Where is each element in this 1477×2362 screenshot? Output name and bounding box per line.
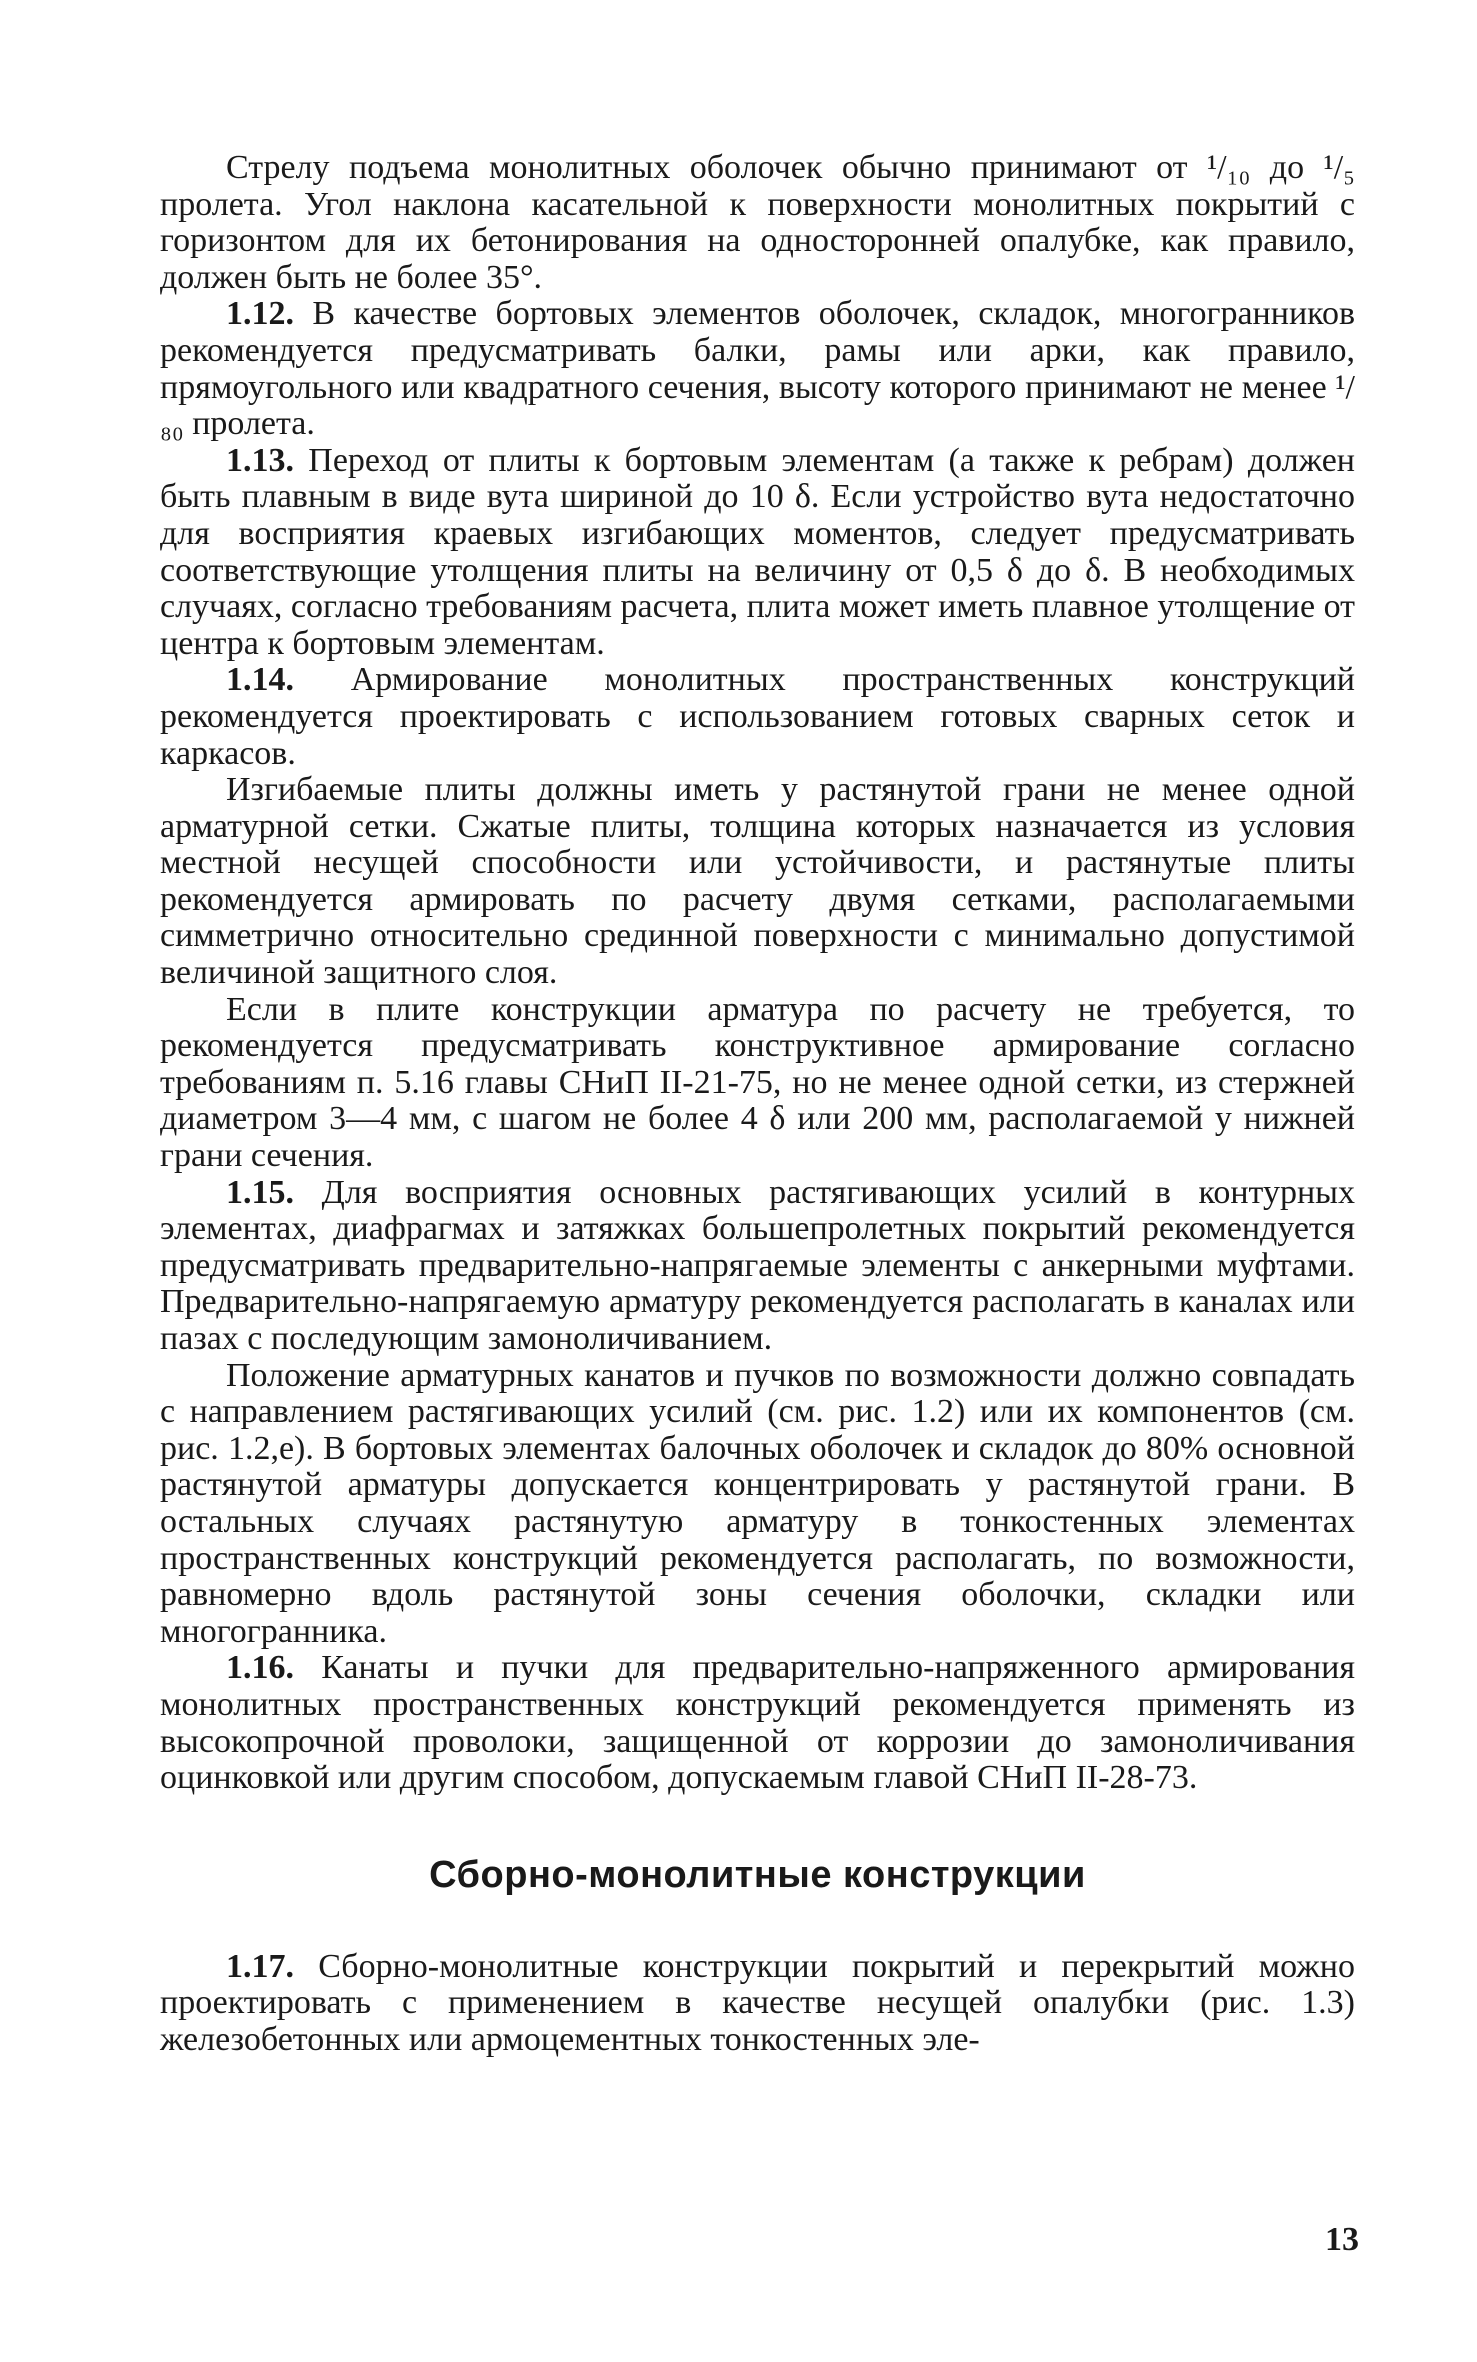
- paragraph: [160, 772, 1355, 992]
- paragraph: [160, 1949, 1355, 2059]
- paragraph: [160, 1358, 1355, 1651]
- clause-number: 1.13.: [226, 441, 294, 479]
- page-number: 13: [1325, 2221, 1359, 2258]
- paragraph: [160, 992, 1355, 1175]
- paragraph-text: Изгибаемые плиты должны иметь у растянутой грани не менее одной арматурной сетки. Сжатые плиты, толщина которых назначается из условия местной несущей способности или устойчивости, и растянутые плиты рекомендуется армировать по расчету двумя сетками, располагаемыми симметрично относительно срединной поверхности с минимально допустимой величиной защитного слоя.: [160, 771, 1355, 992]
- paragraph: [160, 1650, 1355, 1796]
- clause-number: 1.16.: [226, 1649, 294, 1687]
- section-heading: Сборно-монолитные конструкции: [429, 1853, 1086, 1896]
- clause-number: 1.12.: [226, 295, 294, 333]
- paragraph: [160, 443, 1355, 663]
- paragraph-text: Стрелу подъема монолитных оболочек обычно принимают от ¹/₁₀ до ¹/₅ пролета. Угол наклона касательной к поверхности монолитных покрытий с горизонтом для их бетонирования на односторонней опалубке, как правило, должен быть не более 35°.: [160, 149, 1355, 296]
- paragraph-text: Армирование монолитных пространственных конструкций рекомендуется проектировать с использованием готовых сварных сеток и каркасов.: [160, 661, 1355, 772]
- paragraph-text: Если в плите конструкции арматура по расчету не требуется, то рекомендуется предусматривать конструктивное армирование согласно требованиям п. 5.16 главы СНиП II-21-75, но не менее одной сетки, из стержней диаметром 3—4 мм, с шагом не более 4 δ или 200 мм, располагаемой у нижней грани сечения.: [160, 990, 1355, 1175]
- clause-number: 1.17.: [226, 1947, 294, 1985]
- paragraph-text: Для восприятия основных растягивающих усилий в контурных элементах, диафрагмах и затяжках большепролетных покрытий рекомендуется предусматривать предварительно-напрягаемые элементы с анкерными муфтами. Предварительно-напрягаемую арматуру рекомендуется располагать в каналах или пазах с последующим замоноличиванием.: [160, 1173, 1355, 1357]
- clause-number: 1.15.: [226, 1173, 294, 1211]
- paragraph-text: Переход от плиты к бортовым элементам (а также к ребрам) должен быть плавным в виде вута шириной до 10 δ. Если устройство вута недостаточно для восприятия краевых изгибающих моментов, следует предусматривать соответствующие утолщения плиты на величину от 0,5 δ до δ. В необходимых случаях, согласно требованиям расчета, плита может иметь плавное утолщение от центра к бортовым элементам.: [160, 441, 1355, 662]
- paragraph: [160, 150, 1355, 296]
- paragraph: [160, 1175, 1355, 1358]
- paragraph-text: В качестве бортовых элементов оболочек, складок, многогранников рекомендуется предусматривать балки, рамы или арки, как правило, прямоугольного или квадратного сечения, высоту которого принимают не менее ¹/₈₀ пролета.: [160, 295, 1355, 443]
- paragraph-text: Канаты и пучки для предварительно-напряженного армирования монолитных пространственных конструкций рекомендуется применять из высокопрочной проволоки, защищенной от коррозии до замоноличивания оцинковкой или другим способом, допускаемым главой СНиП II-28-73.: [160, 1649, 1355, 1797]
- paragraph: [160, 296, 1355, 442]
- paragraph-text: Сборно-монолитные конструкции покрытий и перекрытий можно проектировать с применением в качестве несущей опалубки (рис. 1.3) железобетонных или армоцементных тонкостенных эле-: [160, 1947, 1355, 2058]
- clause-number: 1.14.: [226, 661, 294, 699]
- paragraph-text: Положение арматурных канатов и пучков по возможности должно совпадать с направлением растягивающих усилий (см. рис. 1.2) или их компонентов (см. рис. 1.2,е). В бортовых элементах балочных оболочек и складок до 80% основной растянутой арматуры допускается концентрировать у растянутой грани. В остальных случаях растянутую арматуру в тонкостенных элементах пространственных конструкций рекомендуется располагать, по возможности, равномерно вдоль растянутой зоны сечения оболочки, складки или многогранника.: [160, 1356, 1355, 1650]
- page-body: [160, 150, 1355, 2059]
- paragraph: [160, 662, 1355, 772]
